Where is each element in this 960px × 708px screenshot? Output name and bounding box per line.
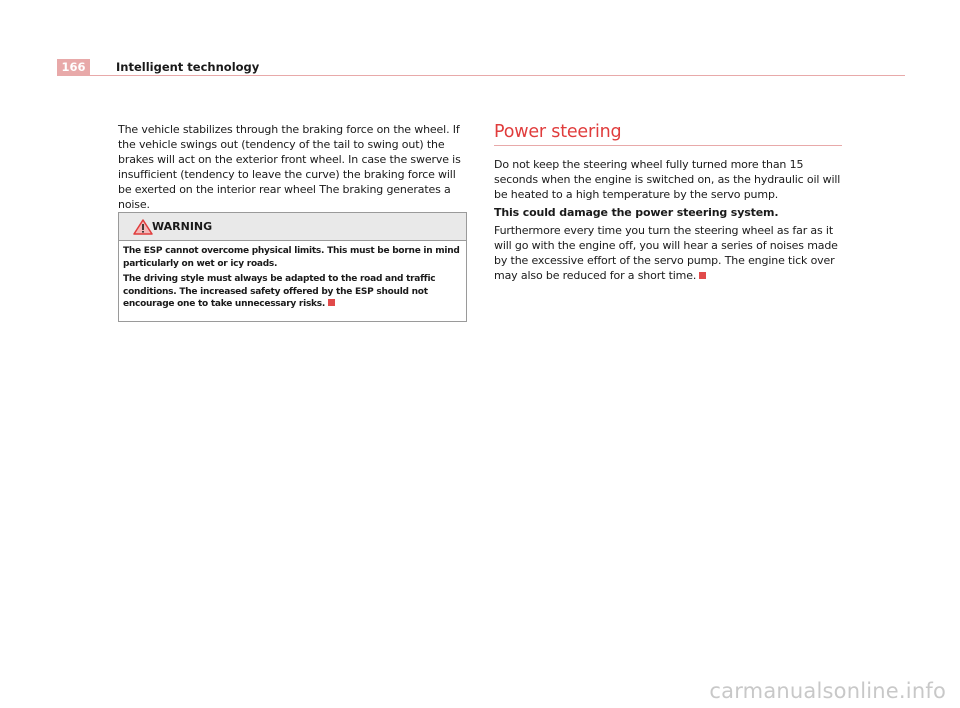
- warning-header: [119, 213, 466, 241]
- left-column: [118, 122, 468, 212]
- warning-paragraph: The ESP cannot overcome physical limits. This must be borne in mind particularly on wet or icy roads.: [123, 246, 460, 269]
- esp-paragraph: The vehicle stabilizes through the braking force on the wheel. If the vehicle swings out (tendency of the tail to swing out) the brakes will act on the exterior front wheel. In case the swerve is insufficient (tendency to leave the curve) the braking force will be exerted on the interior rear wheel The braking generates a noise.: [118, 123, 461, 211]
- page-number: 166: [57, 59, 90, 76]
- steering-warning-note: This could damage the power steering system.: [494, 206, 779, 219]
- warning-triangle-icon: [133, 219, 153, 235]
- end-of-section-icon: [699, 272, 706, 279]
- header-section-title: Intelligent technology: [116, 60, 260, 74]
- end-of-section-icon: [328, 299, 335, 306]
- warning-title: WARNING: [152, 220, 213, 233]
- warning-box: [118, 212, 467, 322]
- header-rule: [57, 75, 905, 76]
- warning-paragraph: [123, 273, 462, 311]
- page-header: [57, 59, 905, 76]
- warning-body: [119, 241, 466, 311]
- steering-paragraph-3-text: Furthermore every time you turn the steering wheel as far as it will go with the engine off, you will hear a series of noises made by the excessive effort of the servo pump. The engine tick over may also be reduced for a short time.: [494, 224, 838, 282]
- steering-paragraph-1: Do not keep the steering wheel fully turned more than 15 seconds when the engine is switched on, as the hydraulic oil will be heated to a high temperature by the servo pump.: [494, 158, 841, 201]
- steering-paragraph-3: [494, 223, 844, 283]
- right-column: [494, 120, 844, 286]
- warning-paragraph-text: The driving style must always be adapted to the road and traffic conditions. The increased safety offered by the ESP should not encourage one to take unnecessary risks.: [123, 274, 436, 309]
- section-title: Power steering: [494, 122, 622, 142]
- section-rule: [494, 145, 842, 146]
- watermark: carmanualsonline.info: [709, 679, 946, 703]
